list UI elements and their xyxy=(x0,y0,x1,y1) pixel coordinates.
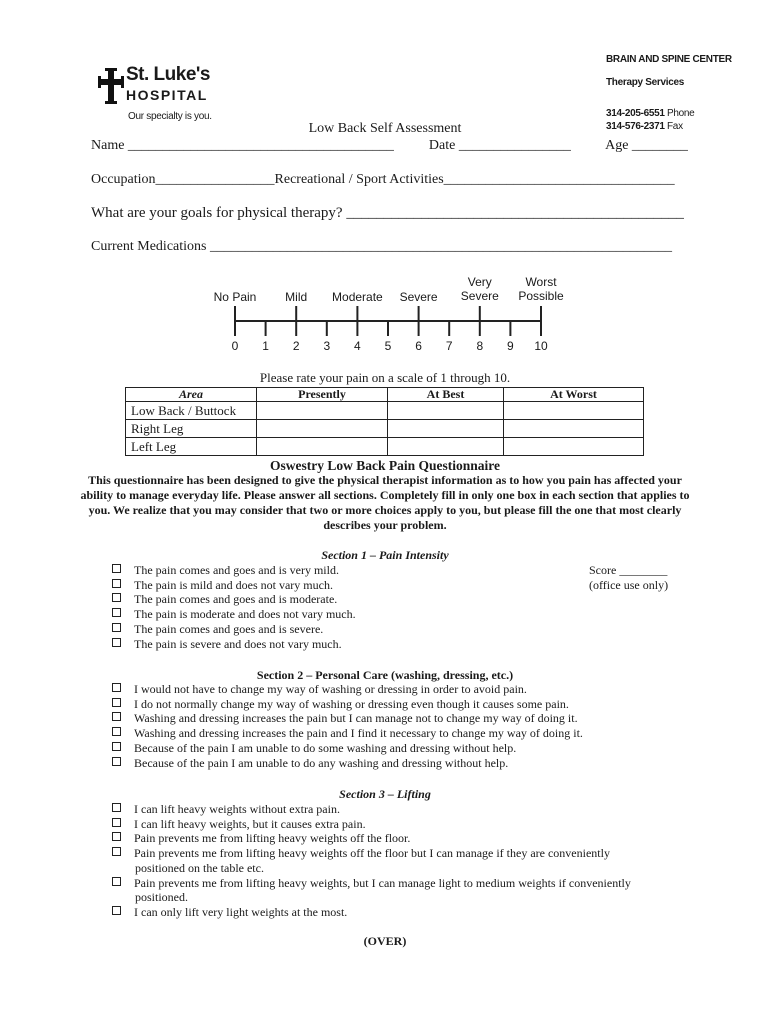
questionnaire-title: Oswestry Low Back Pain Questionnaire xyxy=(269,458,500,473)
row-label: Left Leg xyxy=(126,438,257,456)
option-label: I can lift heavy weights, but it causes extra pain. xyxy=(134,816,366,831)
list-item[interactable] xyxy=(112,563,356,578)
logo-tagline: Our specialty is you. xyxy=(128,111,212,122)
scale-label: No Pain xyxy=(213,290,257,304)
list-item[interactable] xyxy=(112,622,356,637)
section-3-title: Section 3 – Lifting xyxy=(339,787,431,801)
checkbox[interactable] xyxy=(112,638,121,647)
scale-number: 7 xyxy=(445,339,453,353)
checkbox[interactable] xyxy=(112,712,121,721)
list-item[interactable] xyxy=(112,846,631,861)
list-item[interactable] xyxy=(112,756,583,771)
option-label: I do not normally change my way of washing or dressing even though it causes some pain. xyxy=(134,696,569,711)
scale-label: Moderate xyxy=(332,290,383,304)
list-item[interactable] xyxy=(112,831,631,846)
checkbox[interactable] xyxy=(112,818,121,827)
checkbox[interactable] xyxy=(112,683,121,692)
list-item[interactable] xyxy=(112,578,356,593)
option-label: Because of the pain I am unable to do some washing and dressing without help. xyxy=(134,740,517,755)
questionnaire-intro: This questionnaire has been designed to give the physical therapist information as to how you pain has affected your ability to manage everyday life. Please answer all sections. Completely fill in only one box in each section that applies to you. We realize that you may consider that two or more choices apply to you, but please fill the one that most clearly describes your problem. xyxy=(80,473,690,532)
checkbox[interactable] xyxy=(112,727,121,736)
option-label: The pain comes and goes and is very mild. xyxy=(134,563,339,577)
list-item[interactable] xyxy=(112,637,356,652)
phone-label: Phone xyxy=(667,108,695,119)
list-item[interactable] xyxy=(112,741,583,756)
option-label: The pain is moderate and does not vary much. xyxy=(134,607,356,622)
name-date-age-line[interactable]: Name ______________________________________ Date ________________ Age ________ xyxy=(91,138,688,153)
occupation-recreation-line[interactable]: Occupation_________________Recreational / Sport Activities_________________________________ xyxy=(91,172,675,187)
scale-number: 2 xyxy=(292,339,300,353)
section-3-options xyxy=(112,802,631,920)
list-item[interactable] xyxy=(112,876,631,891)
scale-number: 8 xyxy=(476,339,484,353)
scale-number: 6 xyxy=(415,339,422,353)
scale-number: 3 xyxy=(323,339,331,353)
option-label: Washing and dressing increases the pain but I can manage not to change my way of doing it. xyxy=(134,711,578,726)
presently-cell[interactable] xyxy=(257,402,388,420)
checkbox[interactable] xyxy=(112,847,121,856)
pain-scale-instruction: Please rate your pain on a scale of 1 through 10. xyxy=(259,370,511,385)
section-2-title: Section 2 – Personal Care (washing, dressing, etc.) xyxy=(256,668,514,682)
list-item[interactable] xyxy=(112,607,356,622)
presently-cell[interactable] xyxy=(257,420,388,438)
option-label: I would not have to change my way of washing or dressing in order to avoid pain. xyxy=(134,682,527,696)
column-header-area: Area xyxy=(126,388,257,402)
list-item[interactable] xyxy=(112,682,583,697)
medications-line[interactable]: Current Medications __________________________________________________________________ xyxy=(91,239,672,254)
checkbox[interactable] xyxy=(112,906,121,915)
checkbox[interactable] xyxy=(112,593,121,602)
option-label: Pain prevents me from lifting heavy weights off the floor but I can manage if they are conveniently xyxy=(134,846,610,861)
list-item[interactable] xyxy=(112,817,631,832)
page-title: Low Back Self Assessment xyxy=(308,121,462,136)
hospital-cross-logo-icon xyxy=(98,68,124,104)
list-item[interactable] xyxy=(112,905,631,920)
option-label: The pain is severe and does not vary much. xyxy=(134,636,342,651)
scale-label: Mild xyxy=(285,290,308,304)
option-label: The pain comes and goes and is severe. xyxy=(134,621,324,636)
section-1-options xyxy=(112,563,356,651)
at-worst-cell[interactable] xyxy=(504,438,644,456)
scale-number: 10 xyxy=(534,339,548,353)
checkbox[interactable] xyxy=(112,832,121,841)
table-row xyxy=(126,438,644,456)
option-continuation: positioned on the table etc. xyxy=(135,860,264,875)
scale-label: Worst Possible xyxy=(518,275,564,303)
checkbox[interactable] xyxy=(112,579,121,588)
at-worst-cell[interactable] xyxy=(504,402,644,420)
scale-label: Severe xyxy=(399,290,438,304)
checkbox[interactable] xyxy=(112,877,121,886)
option-label: Because of the pain I am unable to do any washing and dressing without help. xyxy=(134,755,509,770)
at-best-cell[interactable] xyxy=(388,402,504,420)
list-item[interactable] xyxy=(112,592,356,607)
option-label: Washing and dressing increases the pain and I find it necessary to change my way of doing it. xyxy=(134,726,583,741)
pain-rating-table xyxy=(125,387,644,456)
center-name: BRAIN AND SPINE CENTER xyxy=(606,54,732,65)
list-item[interactable] xyxy=(112,711,583,726)
scale-number: 5 xyxy=(384,339,392,353)
column-header-at-best: At Best xyxy=(388,388,504,402)
checkbox[interactable] xyxy=(112,742,121,751)
score-field[interactable]: Score ________ xyxy=(589,563,668,577)
presently-cell[interactable] xyxy=(257,438,388,456)
column-header-at-worst: At Worst xyxy=(504,388,644,402)
table-row xyxy=(126,402,644,420)
list-item[interactable] xyxy=(112,802,631,817)
scale-label: Very Severe xyxy=(460,275,499,303)
checkbox[interactable] xyxy=(112,803,121,812)
page-footer-over: (OVER) xyxy=(363,934,407,948)
at-worst-cell[interactable] xyxy=(504,420,644,438)
list-item[interactable] xyxy=(112,697,583,712)
fax-number: 314-576-2371 xyxy=(606,121,665,132)
option-label: The pain comes and goes and is moderate. xyxy=(134,592,338,607)
phone-number: 314-205-6551 xyxy=(606,108,665,119)
logo-hospital: HOSPITAL xyxy=(126,87,208,103)
scale-number: 9 xyxy=(507,339,514,353)
option-label: I can only lift very light weights at the most. xyxy=(134,904,348,919)
at-best-cell[interactable] xyxy=(388,420,504,438)
option-label: The pain is mild and does not vary much. xyxy=(134,577,333,592)
scale-number: 1 xyxy=(262,339,269,353)
logo-name: St. Luke's xyxy=(126,64,210,85)
checkbox[interactable] xyxy=(112,564,121,573)
scale-number: 4 xyxy=(354,339,361,353)
column-header-presently: Presently xyxy=(257,388,388,402)
at-best-cell[interactable] xyxy=(388,438,504,456)
checkbox[interactable] xyxy=(112,608,121,617)
row-label: Low Back / Buttock xyxy=(126,402,257,420)
checkbox[interactable] xyxy=(112,623,121,632)
goals-line[interactable]: What are your goals for physical therapy? _____________________________________________ xyxy=(91,205,684,221)
fax-label: Fax xyxy=(667,121,683,132)
checkbox[interactable] xyxy=(112,757,121,766)
option-label: Pain prevents me from lifting heavy weights off the floor. xyxy=(134,831,411,846)
center-subtitle: Therapy Services xyxy=(606,77,685,88)
checkbox[interactable] xyxy=(112,698,121,707)
row-label: Right Leg xyxy=(126,420,257,438)
option-label: I can lift heavy weights without extra pain. xyxy=(134,802,340,816)
option-continuation: positioned. xyxy=(135,890,188,905)
list-item[interactable] xyxy=(112,726,583,741)
option-label: Pain prevents me from lifting heavy weights, but I can manage light to medium weights if conveniently xyxy=(134,875,631,890)
table-row xyxy=(126,420,644,438)
section-1-title: Section 1 – Pain Intensity xyxy=(321,548,449,562)
section-2-options xyxy=(112,682,583,770)
office-use-note: (office use only) xyxy=(589,578,669,592)
scale-number: 0 xyxy=(231,339,239,353)
